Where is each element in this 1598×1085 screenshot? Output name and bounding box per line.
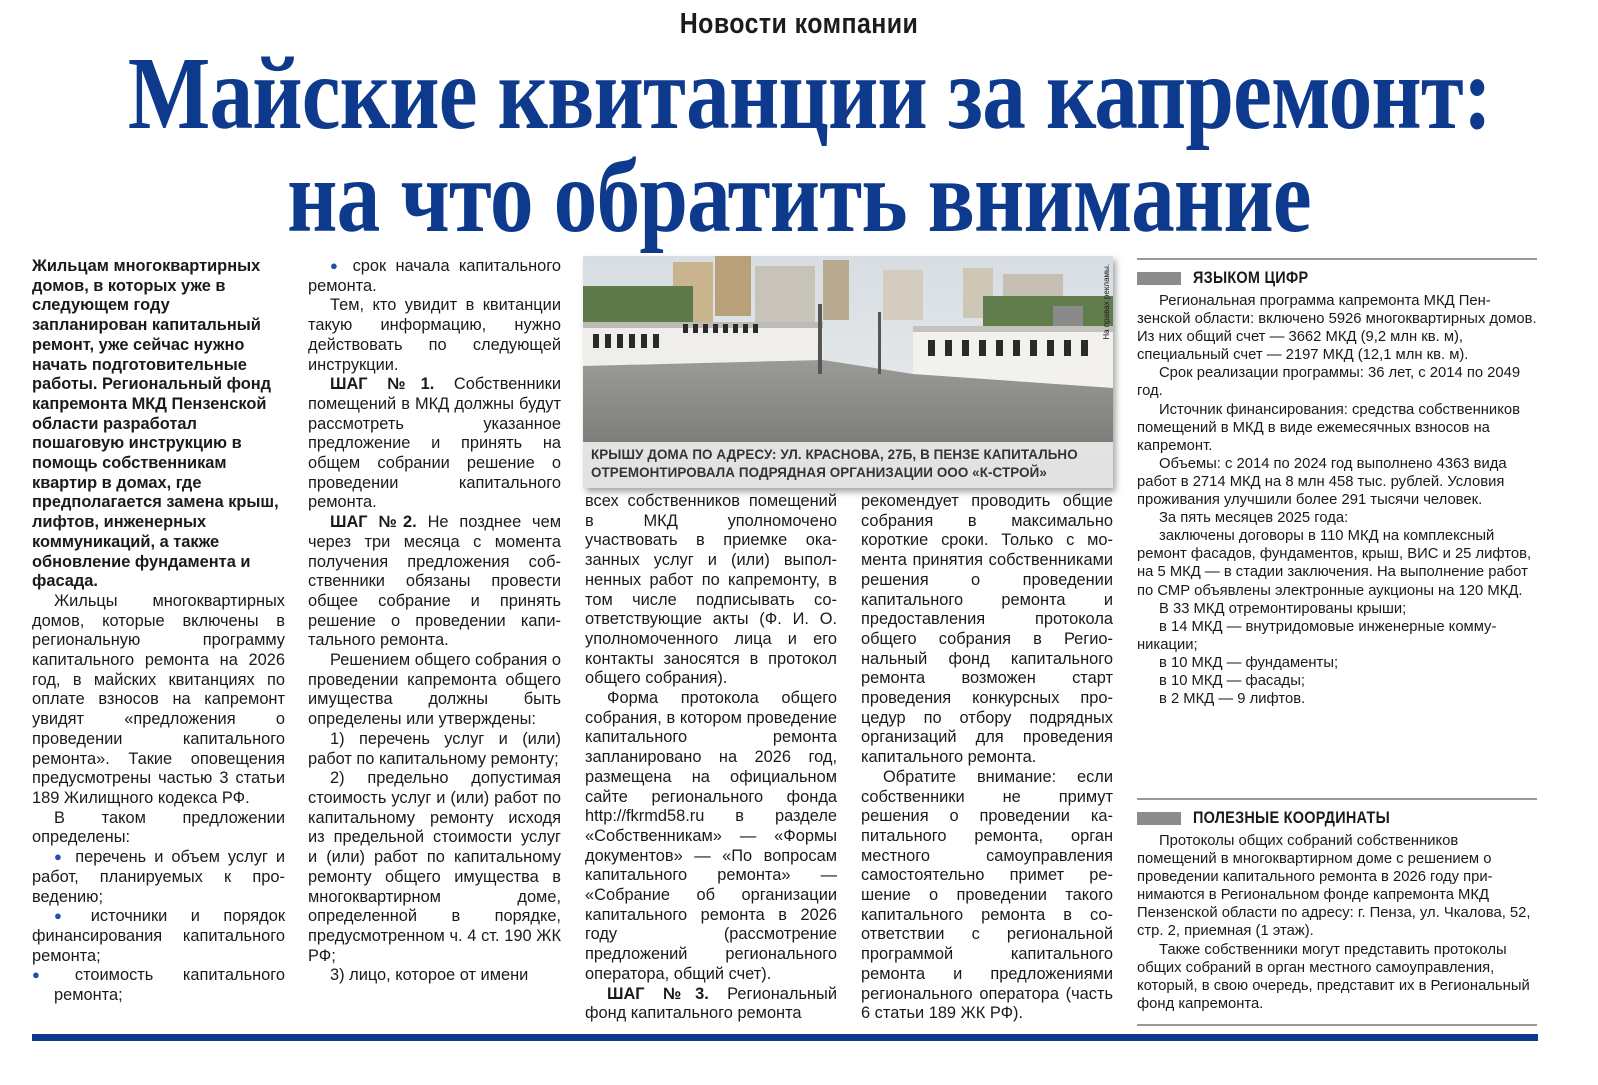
step-2-label: ШАГ №2. [330,513,417,532]
sidebar-paragraph: Объемы: с 2014 по 2024 год выполнено 4363 вида работ в 2714 МКД на 8 млн 458 тыс. рублей. Условия проживания улучшили более 291 тысячи человек. [1137,455,1507,509]
sidebar-paragraph: Также собственники могут представить протоколы общих собраний в орган местного самоуправления, который, в свою очередь, представит их в Региональный фонд капремонта. [1137,941,1530,1012]
step-2-paragraph [308,513,561,651]
sidebar-paragraph: в 10 МКД — фундаменты; [1159,654,1339,671]
article-column-2 [308,257,561,986]
paragraph: Тем, кто увидит в квитанции такую информацию, нужно действовать по следующей инструкции. [308,296,561,374]
headline-line-1: Майские квитанции за капремонт: [127,36,1492,151]
sidebar-paragraph: Региональная программа капремонта МКД Пензенской области: включено 5926 многоквартирных домов. Из них общий счет — 3662 МКД (9,2 млн кв. м), специальный счет — 2197 МКД (12,1 млн кв. м). [1137,293,1537,364]
article-column-1 [32,257,285,1006]
sidebar-paragraph: Протоколы общих собраний собственников помещений в многоквартирном доме с решением о проведении капитального ремонта в 2026 году принимаются в Региональном фонде капремонта МКД Пензенской области по адресу: г. Пенза, ул. Чкалова, 52, стр. 2, приемная (1 этаж). [1137,833,1531,940]
paragraph: всех собственников помещений в МКД уполномочено участвовать в приемке оказанных услуг и (или) выполненных работ по капремонту, в том числе подписывать соответствующие акты (Ф. И. О. уполномоченного лица и его контакты заносятся в протокол общего собрания). [585,492,837,688]
list-item: 2) предельно допустимая стоимость услуг и (или) работ по капитальному ремонту исходя из предельной стоимости услуг и (или) работ по капитальному ремонту общего имущества в многоквартирном доме, определенной в порядке, предусмотренном ч. 4 ст. 190 ЖК РФ; [308,769,561,965]
sidebar-title: ПОЛЕЗНЫЕ КООРДИНАТЫ [1193,807,1391,827]
paragraph: В таком предложении определены: [32,808,285,847]
list-item: 1) перечень услуг и (или) работ по капитальному ремонту; [308,729,561,768]
sidebar-header [1137,806,1537,830]
paragraph: рекомендует проводить общие собрания в максимально короткие сроки. Только с момента принятия собственниками решения о проведении капитального ремонта и предоставления протокола общего собрания в Региональный фонд капитального ремонта возможен старт проведения конкурсных процедур по отбору подрядных организаций для проведения капитального ремонта. [861,492,1113,767]
step-3-paragraph [585,985,837,1024]
bullet-item [32,907,285,966]
bullet-text: стоимость капитального ремонта; [54,966,286,1005]
sidebar-rule [1137,1024,1537,1026]
sidebar-paragraph: в 2 МКД — 9 лифтов. [1159,691,1306,708]
bottom-rule [32,1034,1538,1041]
sidebar-contacts [1137,806,1537,1013]
sidebar-paragraph: Срок реализации программы: 36 лет, с 2014 по 2049 год. [1137,365,1521,400]
step-1-paragraph [308,375,561,513]
sidebar-rule [1137,798,1537,800]
sidebar-paragraph: В 33 МКД отремонтированы крыши; [1159,600,1407,617]
article-column-3 [585,492,837,1024]
step-1-text: Собственники помещений в МКД должны будут рассмотреть указанное предложение и принять на общем собрании решение о проведении капитального ремонта. [308,375,561,512]
sidebar-facts [1137,266,1537,708]
sidebar-paragraph: Источник финансирования: средства собственников помещений в МКД в виде ежемесячных взносов на капремонт. [1137,401,1520,454]
photo-caption: КРЫШУ ДОМА ПО АДРЕСУ: УЛ. КРАСНОВА, 27Б, В ПЕНЗЕ КАПИТАЛЬНО ОТРЕМОНТИРОВАЛА ПОДРЯДНАЯ ОРГАНИЗАЦИИ ООО «К-СТРОЙ» [583,442,1113,488]
paragraph: Форма протокола общего собрания, в котором проведение капитального ремонта запланировано на 2026 год, размещена на официальном сайте регионального фонда http://fkrmd58.ru в разделе «Собственникам» — «Формы документов» — «По вопросам капитального ремонта» — «Собрание об организации капитального ремонта в 2026 году (рассмотрение предложений регионального оператора, общий счет). [585,689,837,983]
sidebar-paragraph: За пять месяцев 2025 года: [1159,510,1349,527]
paragraph: Решением общего собрания о проведении капремонта общего имущества должны быть определены или утверждены: [308,651,561,729]
sidebar-paragraph: в 10 МКД — фасады; [1159,672,1305,689]
bullet-item [308,257,561,296]
list-item: 3) лицо, которое от имени [330,966,529,985]
rubric: Новости компании [679,8,919,40]
sidebar-paragraph: заключены договоры в 110 МКД на комплексный ремонт фасадов, фундаментов, крыш, ВИС и 25 лифтов, на 5 МКД — в стадии заключения. На выполнение работ по СМР объявлены электронные аукционы на 120 МКД. [1137,528,1532,599]
bullet-text: перечень и объем услуг и работ, планируемых к проведению; [32,848,286,906]
step-1-label: ШАГ №1. [330,375,435,394]
roof-photo [583,256,1113,488]
paragraph: Жильцы многоквартирных домов, которые включены в региональную программу капитального ремонта на 2026 год, в майских квитанциях по оплате взносов на капремонт увидят «предложения о проведении капитального ремонта». Такие оповещения предусмотрены частью 3 статьи 189 Жилищного кодекса РФ. [32,591,285,807]
step-3-text: Региональный фонд капитального ремонта [585,984,837,1023]
sidebar-paragraph: в 14 МКД — внутридомовые инженерные коммуникации; [1137,618,1497,653]
bullet-item [32,848,285,907]
lead-paragraph: Жильцам многоквартирных домов, в которых уже в следующем году запланирован капитальный ремонт, уже сейчас нужно начать подготовительные работы. Региональный фонд капремонта МКД Пензенской области разработал пошаговую инструкцию в помощь собственникам квартир в домах, где предполагается замена крыш, лифтов, инженерных коммуникаций, а также обновление фундамента и фасада. [32,257,279,591]
step-3-label: ШАГ №3. [607,984,709,1003]
sidebar-header-bar [1137,812,1181,825]
paragraph: Обратите внимание: если собственники не примут решения о проведении капитального ремонта, орган местного самоуправления самостоятельно примет решение о проведении такого капитального ремонта в соответствии с региональной программой капитального ремонта и предложениями регионального оператора (часть 6 статьи 189 ЖК РФ). [861,767,1113,1023]
sidebar-rule [1137,258,1537,260]
bullet-text: срок начала капитального ремонта. [308,257,561,295]
headline-line-2: на что обратить внимание [287,139,1311,254]
sidebar-title: ЯЗЫКОМ ЦИФР [1193,267,1309,287]
sidebar-header [1137,266,1537,290]
step-2-text: Не позднее чем через три месяца с момента получения предложения собственники обязаны провести общее собрание и принять решение о проведении капитального ремонта. [308,513,561,650]
bullet-item [32,966,285,1005]
bullet-text: источники и порядок финансирования капитального ремонта; [32,907,285,965]
ad-note: На правах рекламы. [1102,264,1111,340]
article-column-4 [861,492,1113,1024]
sidebar-header-bar [1137,272,1181,285]
